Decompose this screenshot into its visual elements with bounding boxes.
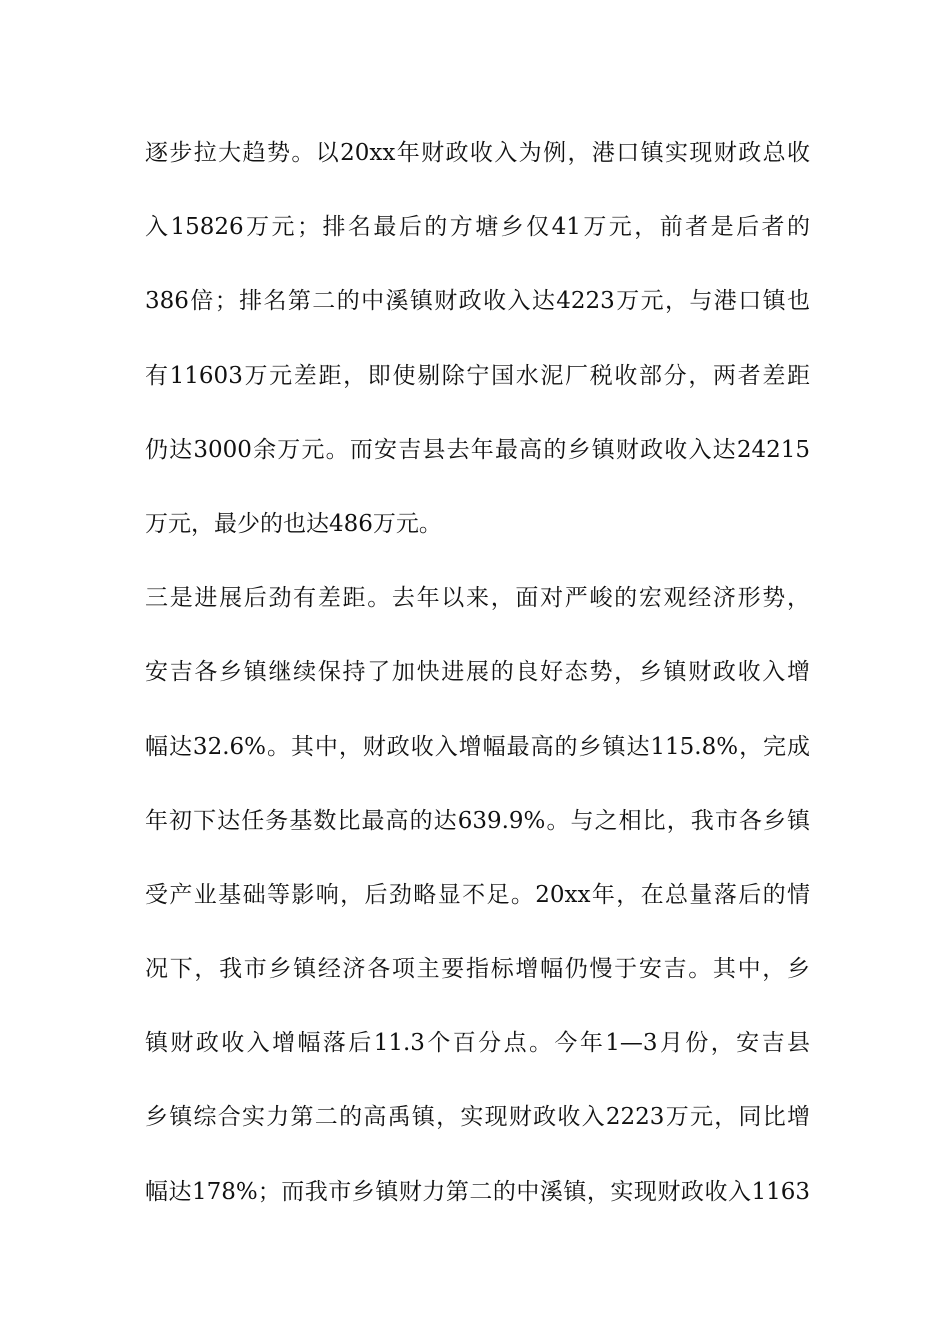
text-line: 入15826万元；排名最后的方塘乡仅41万元，前者是后者的 [145, 214, 810, 241]
text-line: 镇财政收入增幅落后11.3个百分点。今年1—3月份，安吉县 [145, 1030, 810, 1057]
text-line: 安吉各乡镇继续保持了加快进展的良好态势，乡镇财政收入增 [145, 659, 810, 686]
text-line: 三是进展后劲有差距。去年以来，面对严峻的宏观经济形势， [145, 585, 810, 612]
text-line: 幅达32.6%。其中，财政收入增幅最高的乡镇达115.8%，完成 [145, 733, 810, 760]
text-line: 逐步拉大趋势。以20xx年财政收入为例，港口镇实现财政总收 [145, 140, 810, 166]
text-line: 幅达178%；而我市乡镇财力第二的中溪镇，实现财政收入1163 [145, 1178, 810, 1205]
text-line: 况下，我市乡镇经济各项主要指标增幅仍慢于安吉。其中，乡 [145, 956, 810, 983]
text-line: 万元，最少的也达486万元。 [145, 510, 442, 537]
text-line: 有11603万元差距，即使剔除宁国水泥厂税收部分，两者差距 [145, 362, 810, 389]
text-line: 受产业基础等影响，后劲略显不足。20xx年，在总量落后的情 [145, 881, 810, 908]
text-line: 386倍；排名第二的中溪镇财政收入达4223万元，与港口镇也 [145, 288, 810, 315]
body-text [145, 133, 810, 1246]
text-line: 年初下达任务基数比最高的达639.9%。与之相比，我市各乡镇 [145, 807, 810, 834]
text-line: 仍达3000余万元。而安吉县去年最高的乡镇财政收入达24215 [145, 436, 810, 463]
text-line: 乡镇综合实力第二的高禹镇，实现财政收入2223万元，同比增 [145, 1104, 810, 1131]
